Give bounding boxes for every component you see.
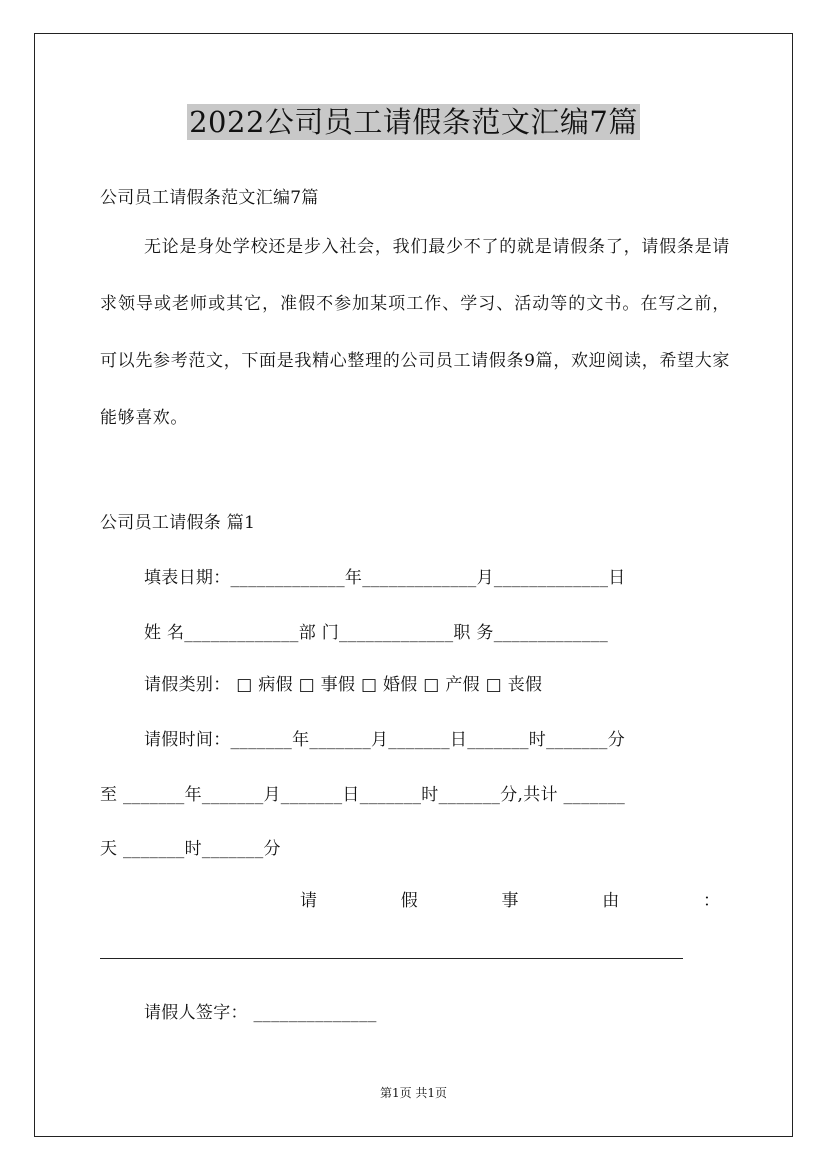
leave-types-line: 请假类别： □ 病假 □ 事假 □ 婚假 □ 产假 □ 丧假 (144, 675, 543, 695)
leave-to-line: 至 _______年_______月_______日_______时_______分,共计 _______ (100, 785, 626, 805)
reason-char: 请 (300, 891, 317, 911)
signature-line: 请假人签字： ______________ (144, 1003, 377, 1023)
reason-char: 由 (602, 891, 620, 911)
reason-char: ： (703, 891, 720, 911)
reason-underline (100, 958, 683, 959)
document-subtitle: 公司员工请假条范文汇编7篇 (100, 188, 319, 208)
leave-days-line: 天 _______时_______分 (100, 839, 281, 859)
intro-paragraph: 无论是身处学校还是步入社会，我们最少不了的就是请假条了，请假条是请求领导或老师或其它，准假不参加某项工作、学习、活动等的文书。在写之前，可以先参考范文，下面是我精心整理的公司员工请假条9篇，欢迎阅读，希望大家能够喜欢。 (100, 237, 730, 428)
document-title-text: 2022公司员工请假条范文汇编7篇 (189, 105, 638, 139)
reason-line (100, 886, 720, 911)
page-footer: 第1页 共1页 (379, 1086, 448, 1100)
leave-time-line: 请假时间：_______年_______月_______日_______时_______分 (144, 730, 625, 750)
reason-char: 假 (400, 891, 418, 911)
document-title (0, 100, 827, 141)
section-heading: 公司员工请假条 篇1 (100, 513, 256, 533)
name-dept-title-line: 姓 名_____________部 门_____________职 务_____________ (144, 623, 609, 643)
reason-char: 事 (501, 891, 519, 911)
fill-date-line: 填表日期：_____________年_____________月_____________日 (144, 568, 626, 588)
